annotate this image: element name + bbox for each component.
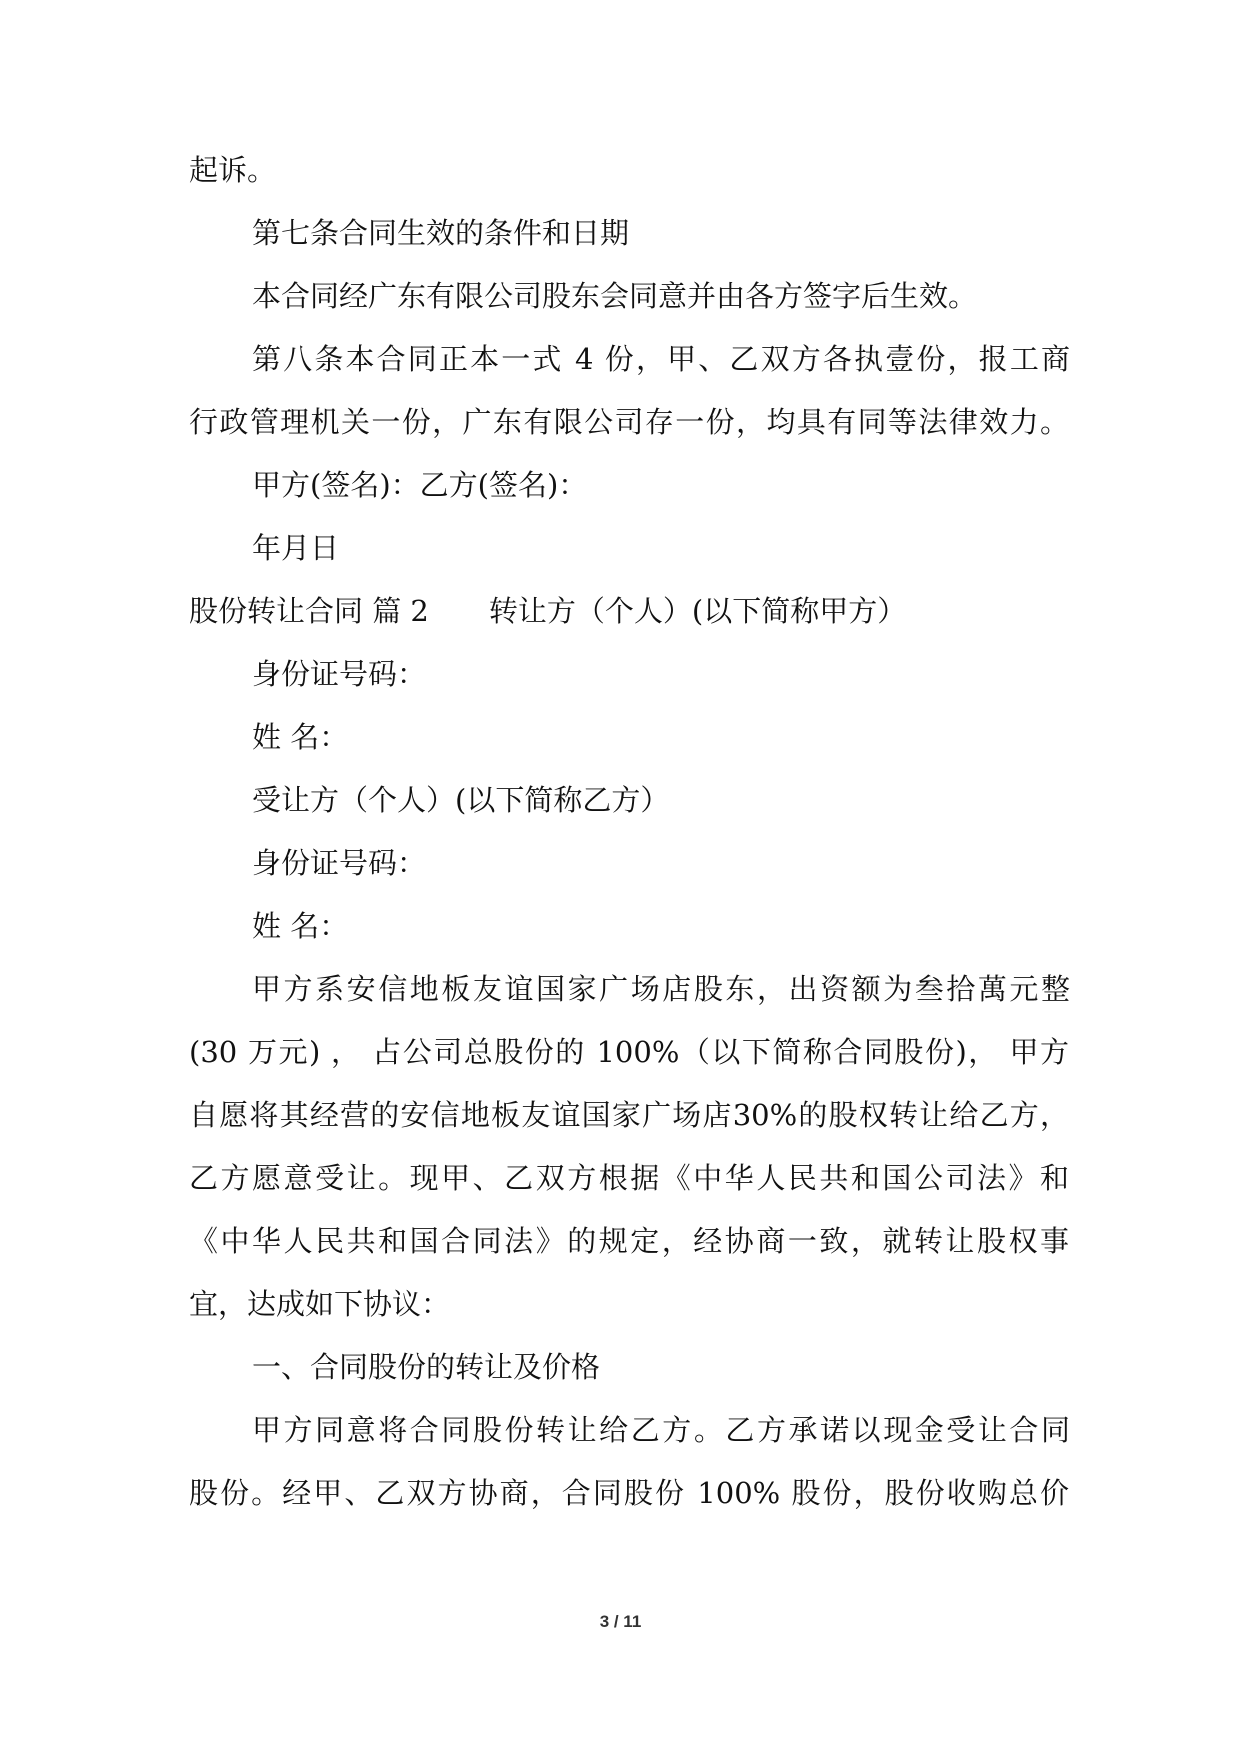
article-heading: 第七条合同生效的条件和日期 [252,216,630,250]
paragraph-line: 第八条本合同正本一式 4 份，甲、乙双方各执壹份，报工商 [252,342,1070,376]
paragraph-line: 宜，达成如下协议： [189,1287,451,1321]
transferee-label: 受让方（个人）(以下简称乙方） [252,783,670,817]
paragraph-line: 甲方系安信地板友谊国家广场店股东，出资额为叁拾萬元整 [252,972,1070,1006]
signature-line: 甲方(签名)：乙方(签名)： [252,468,588,502]
clause-heading: 一、合同股份的转让及价格 [252,1350,601,1384]
paragraph-line: 《中华人民共和国合同法》的规定，经协商一致，就转让股权事 [189,1224,1069,1258]
paragraph-line: (30 万元) ， 占公司总股份的 100%（以下简称合同股份)， 甲方 [189,1035,1069,1069]
id-number-field: 身份证号码： [252,846,427,880]
name-field: 姓 名： [252,909,349,943]
name-field: 姓 名： [252,720,349,754]
paragraph-line: 行政管理机关一份，广东有限公司存一份，均具有同等法律效力。 [189,405,1069,439]
paragraph-line: 自愿将其经营的安信地板友谊国家广场店30%的股权转让给乙方， [189,1098,1069,1132]
paragraph-line: 甲方同意将合同股份转让给乙方。乙方承诺以现金受让合同 [252,1413,1070,1447]
paragraph-line: 乙方愿意受让。现甲、乙双方根据《中华人民共和国公司法》和 [189,1161,1069,1195]
section-title: 股份转让合同 篇 2 [189,594,429,628]
id-number-field: 身份证号码： [252,657,427,691]
paragraph-line: 起诉。 [189,153,277,187]
transferor-label: 转让方（个人）(以下简称甲方） [488,594,907,628]
section-heading-line [189,591,1069,631]
date-line: 年月日 [252,531,340,565]
paragraph-line: 股份。经甲、乙双方协商，合同股份 100% 股份，股份收购总价 [189,1476,1069,1510]
page-number: 3 / 11 [599,1612,642,1631]
paragraph-line: 本合同经广东有限公司股东会同意并由各方签字后生效。 [252,279,978,313]
